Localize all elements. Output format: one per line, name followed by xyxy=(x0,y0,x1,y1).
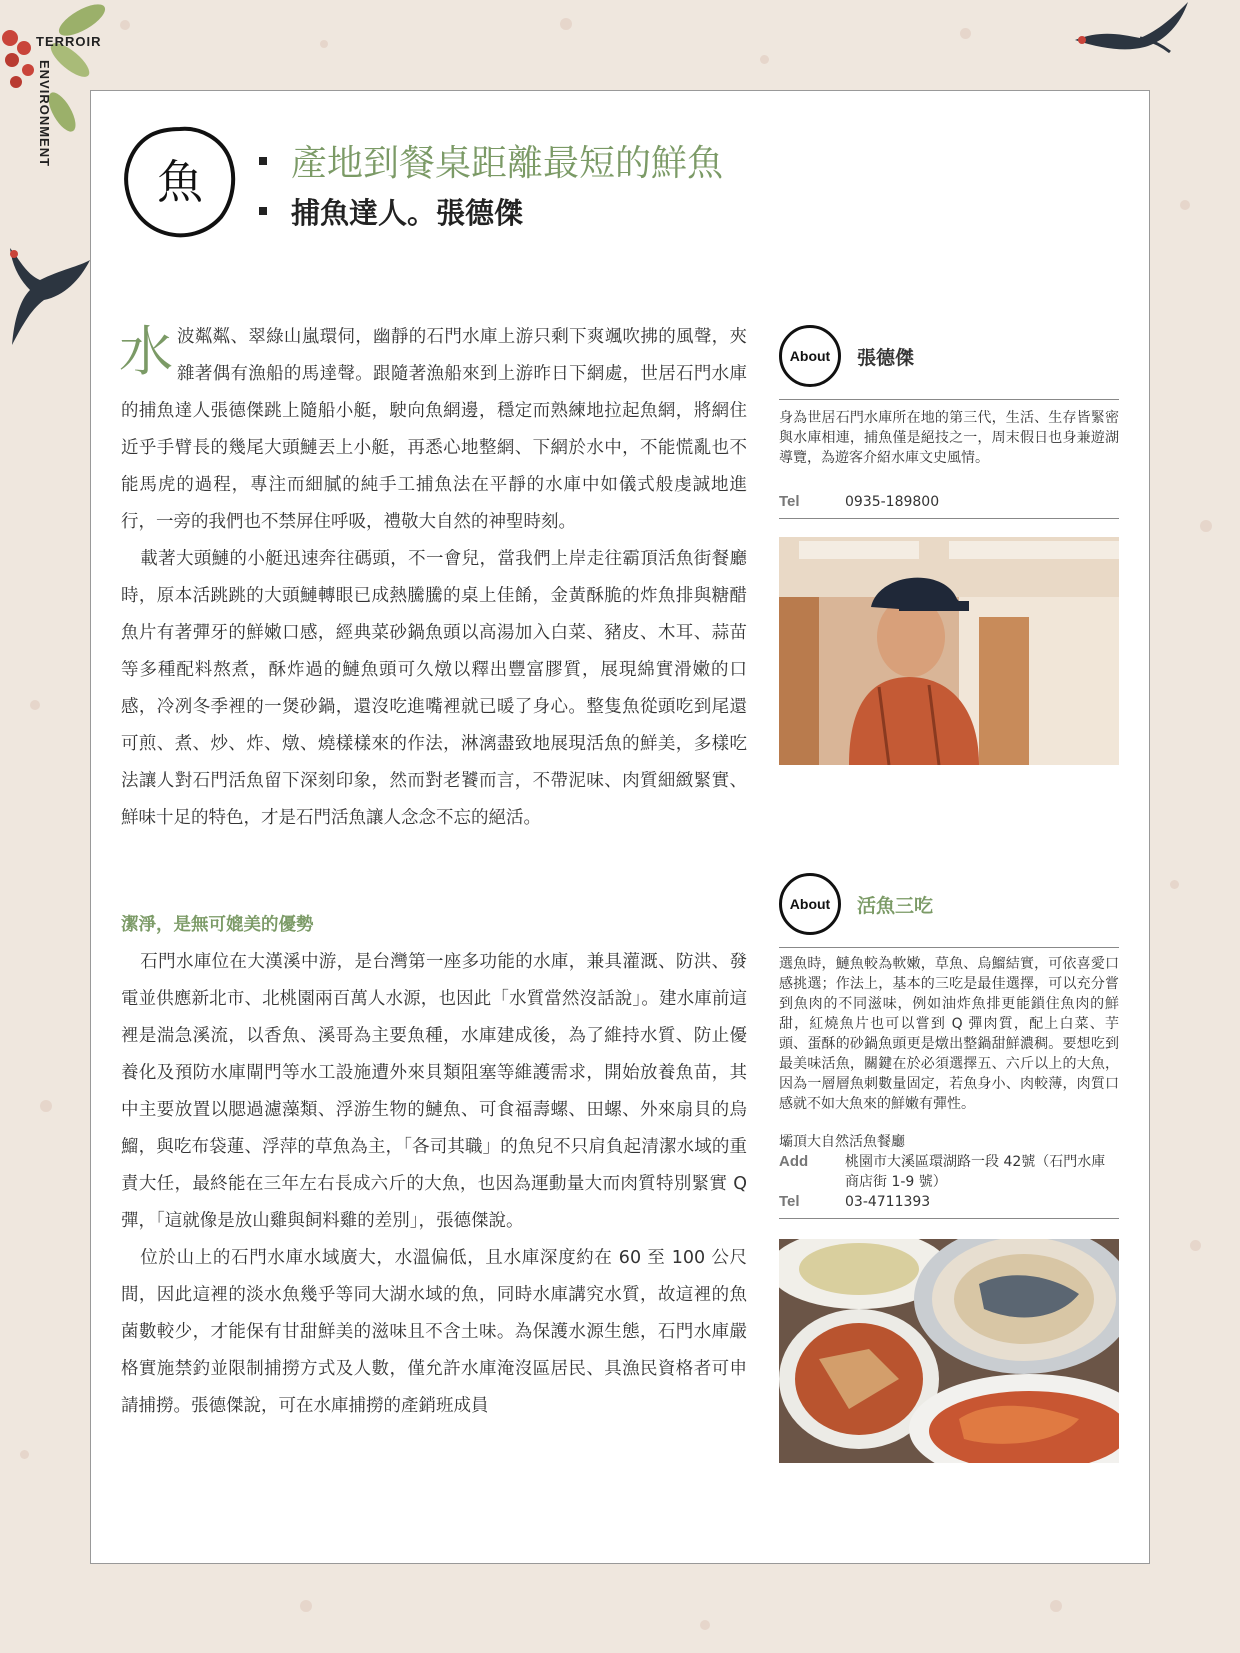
about-name: 張德傑 xyxy=(857,347,915,369)
paragraph: 水波粼粼、翠綠山嵐環伺，幽靜的石門水庫上游只剩下爽颯吹拂的風聲，夾雜著偶有漁船的馬達聲。跟隨著漁船來到上游昨日下網處，世居石門水庫的捕魚達人張德傑跳上隨船小艇，駛向魚網邊，穩定而熟練地拉起魚網，將網住近乎手臂長的幾尾大頭鰱丟上小艇，再悉心地整網、下網於水中，不能慌亂也不能馬虎的過程，專注而細膩的純手工捕魚法在平靜的水庫中如儀式般虔誠地進行，一旁的我們也不禁屏住呼吸，禮敬大自然的神聖時刻。 xyxy=(119,320,747,532)
paragraph: 石門水庫位在大漢溪中游，是台灣第一座多功能的水庫，兼具灌溉、防洪、發電並供應新北市、北桃園兩百萬人水源，也因此「水質當然沒話說」。建水庫前這裡是湍急溪流，以香魚、溪哥為主要魚種，水庫建成後，為了維持水質、防止優養化及預防水庫閘門等水工設施遭外來貝類阻塞等維護需求，開始放養魚苗，其中主要放置以腮過濾藻類、浮游生物的鰱魚、可食福壽螺、田螺、外來扇貝的烏鰡，與吃布袋蓮、浮萍的草魚為主，「各司其職」的魚兒不只肩負起清潔水域的重責大任，最終能在三年左右長成六斤的大魚，也因為運動量大而肉質特別緊實 Q 彈，「這就像是放山雞與飼料雞的差別」，張德傑說。 xyxy=(121,952,747,1231)
article-card xyxy=(90,90,1150,1564)
swallow-bird-icon xyxy=(0,240,92,350)
about-person-box xyxy=(779,325,1119,765)
article-body xyxy=(121,319,747,1425)
drop-cap: 水 xyxy=(119,320,173,383)
about-description: 身為世居石門水庫所在地的第三代，生活、生存皆緊密與水庫相連，捕魚僅是絕技之一，周末假日也身兼遊湖導覽，為遊客介紹水庫文史風情。 xyxy=(779,410,1119,466)
section-tag-vertical: ENVIRONMENT xyxy=(37,60,52,168)
section-heading: 潔淨，是無可媲美的優勢 xyxy=(121,915,314,935)
page-title: 產地到餐桌距離最短的鮮魚 xyxy=(259,135,723,186)
about-dish-box xyxy=(779,873,1119,1463)
page-subtitle: 捕魚達人。張德傑 xyxy=(259,191,523,232)
tel-row: Tel 03-4711393 xyxy=(779,1192,1119,1218)
paragraph: 載著大頭鰱的小艇迅速奔往碼頭，不一會兒，當我們上岸走往霸頂活魚街餐廳時，原本活跳跳的大頭鰱轉眼已成熱騰騰的桌上佳餚，金黃酥脆的炸魚排與糖醋魚片有著彈牙的鮮嫩口感，經典菜砂鍋魚頭以高湯加入白菜、豬皮、木耳、蒜苗等多種配料熬煮，酥炸過的鰱魚頭可久燉以釋出豐富膠質，展現綿實滑嫩的口感，冷冽冬季裡的一煲砂鍋，還沒吃進嘴裡就已暖了身心。整隻魚從頭吃到尾還可煎、煮、炒、炸、燉、燒樣樣來的作法，淋漓盡致地展現活魚的鮮美，多樣吃法讓人對石門活魚留下深刻印象，然而對老饕而言，不帶泥味、肉質細緻緊實、鮮味十足的特色，才是石門活魚讓人念念不忘的絕活。 xyxy=(121,549,747,828)
restaurant-name: 壩頂大自然活魚餐廳 xyxy=(779,1134,905,1150)
about-badge: About xyxy=(779,873,841,935)
swallow-bird-icon xyxy=(1070,0,1190,80)
tel-row: Tel 0935-189800 xyxy=(779,492,1119,518)
phone-number: 0935-189800 xyxy=(845,494,940,510)
address: 桃園市大溪區環湖路一段 42號（石門水庫商店街 1-9 號） xyxy=(845,1154,1106,1190)
about-name: 活魚三吃 xyxy=(857,895,934,917)
paragraph: 位於山上的石門水庫水域廣大，水溫偏低，且水庫深度約在 60 至 100 公尺間，因此這裡的淡水魚幾乎等同大湖水域的魚，同時水庫講究水質，故這裡的魚菌數較少，才能保有甘甜鮮美的滋味且不含土味。為保護水源生態，石門水庫嚴格實施禁釣並限制捕撈方式及人數，僅允許水庫淹沒區居民、具漁民資格者可申請捕撈。張德傑說，可在水庫捕撈的產銷班成員 xyxy=(121,1248,747,1416)
phone-number: 03-4711393 xyxy=(845,1194,931,1210)
fisherman-photo xyxy=(779,537,1119,765)
section-tag: TERROIR xyxy=(36,34,102,49)
fish-emblem xyxy=(121,123,239,241)
dish-photo xyxy=(779,1239,1119,1463)
address-row: Add 桃園市大溪區環湖路一段 42號（石門水庫商店街 1-9 號） xyxy=(779,1152,1119,1192)
emblem-char: 魚 xyxy=(157,155,203,209)
about-description: 選魚時，鰱魚較為軟嫩，草魚、烏鰡結實，可依喜愛口感挑選；作法上，基本的三吃是最佳選擇，可以充分嘗到魚肉的不同滋味，例如油炸魚排更能鎖住魚肉的鮮甜，紅燒魚片也可以嘗到 Q 彈肉質，配上白菜、芋頭、蛋酥的砂鍋魚頭更是燉出整鍋甜鮮濃稠。要想吃到最美味活魚，關鍵在於必須選擇五、六斤以上的大魚，因為一層層魚刺數量固定，若魚身小、肉較薄，肉質口感就不如大魚來的鮮嫩有彈性。 xyxy=(779,956,1119,1112)
about-badge: About xyxy=(779,325,841,387)
